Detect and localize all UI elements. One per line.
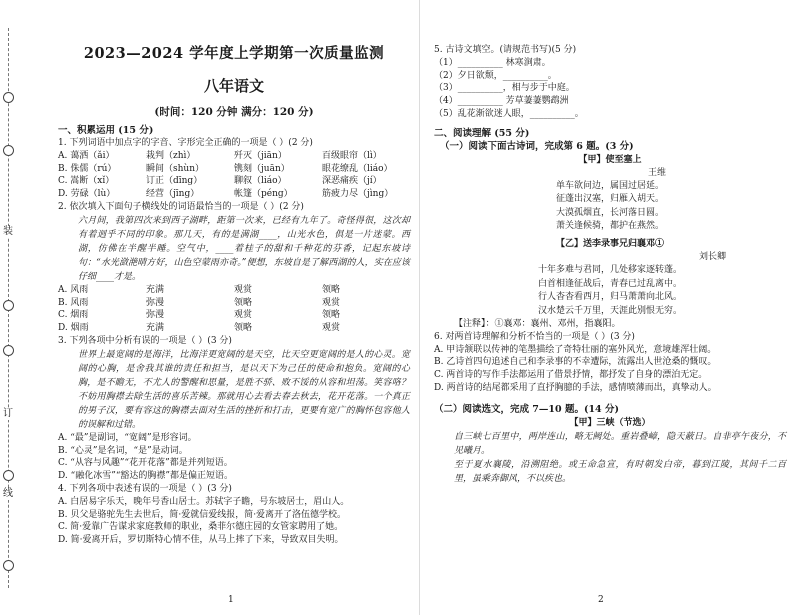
fill-blank-line: （4）__________ 芳草萋萋鹦鹉洲 <box>434 96 569 107</box>
option-row: A. 风雨 充满 观赏 领略 <box>58 284 341 295</box>
option-row: D. 烟雨 充满 领略 观赏 <box>58 323 341 334</box>
option: D. 两首诗的结尾都采用了直抒胸臆的手法，感情喷薄而出，真挚动人。 <box>434 383 717 394</box>
option-row: D. 劳碌（lù） 经营（jīng） 帐篷（péng） 筋疲力尽（jìng） <box>58 189 394 200</box>
binding-hole <box>3 92 14 103</box>
option: C. “从容与风趣”“花开花落”都是并列短语。 <box>58 458 233 469</box>
binding-hole <box>3 345 14 356</box>
poem-line: 汉水楚云千万里，天涯此别恨无穷。 <box>537 305 682 316</box>
poem-line: 萧关逢候骑，都护在燕然。 <box>555 221 664 231</box>
fill-blank-line: （5）乱花渐欲迷人眼，__________。 <box>434 108 584 119</box>
binding-hole <box>3 470 14 481</box>
question-stem: 3. 下列各项中分析有误的一项是（ ）(3 分) <box>58 335 232 346</box>
binding-margin <box>0 0 40 615</box>
page-number: 2 <box>598 595 604 605</box>
subsection-heading: （一）阅读下面古诗词，完成第 6 题。(3 分) <box>440 140 634 152</box>
reading-passage: 六月间，我第四次来到西子湖畔，距第一次来，已经有九年了。奇怪得很，这次却有着迥乎不同的印象。那几天，有的是满湖____，山光水色，俱是一片迷蒙。西湖，仿佛在半醒半睡。空气中，____着桂子的甜和千种花的芬香，记起东坡诗句：“水光潋滟晴方好，山色空蒙雨亦奇。”便想，东坡自是了解西湖的人，实在应该仔细____才是。 <box>78 215 410 282</box>
fill-blank-line: （2）夕日欲颓，__________。 <box>434 70 557 81</box>
fill-blank-line: （3）__________，相与步于中庭。 <box>434 83 575 94</box>
option-row: C. 烟雨 弥漫 观赏 领略 <box>58 310 341 321</box>
binding-label: 装 <box>3 226 13 237</box>
exam-title: 2023—2024 学年度上学期第一次质量监测 <box>83 45 385 62</box>
left-content <box>58 42 410 547</box>
classical-text-paragraph: 自三峡七百里中，两岸连山，略无阙处。重岩叠嶂，隐天蔽日。自非亭午夜分，不见曦月。 <box>454 431 786 456</box>
binding-hole <box>3 300 14 311</box>
option: A. 甲诗颔联以传神的笔墨描绘了奇特壮丽的塞外风光，意境雄浑壮阔。 <box>434 344 717 355</box>
poem-line: 征蓬出汉塞，归雁入胡天。 <box>555 194 664 205</box>
poem-line: 行人杳杳看西月，归马萧萧向北风。 <box>537 292 682 303</box>
poem-author: 王维 <box>647 167 666 178</box>
poem-line: 单车欲问边，属国过居延。 <box>555 180 664 191</box>
option-row: B. 风雨 弥漫 领略 观赏 <box>58 297 341 308</box>
poem-line: 白首相逢征战后，青春已过乱离中。 <box>537 278 682 289</box>
option: A. 白居易字乐天，晚年号香山居士。苏轼字子瞻，号东坡居士，眉山人。 <box>58 496 350 507</box>
option: C. 两首诗的写作手法都运用了借景抒情，都抒发了自身的漂泊无定。 <box>434 370 708 381</box>
poem-title: 【甲】使至塞上 <box>578 154 642 165</box>
text-title: 【甲】三峡（节选） <box>569 417 651 428</box>
fill-blank-line: （1）__________ 林寒涧肃。 <box>434 57 551 68</box>
option: D. “融化冰雪”“豁达的胸襟”都是偏正短语。 <box>58 471 234 482</box>
question-stem: 1. 下列词语中加点字的字音、字形完全正确的一项是（ ）(2 分) <box>58 138 313 148</box>
option: B. “心灵”是名词，“是”是动词。 <box>58 445 188 456</box>
grade-title: 八年语文 <box>203 77 264 95</box>
question-stem: 2. 依次填入下面句子横线处的词语最恰当的一项是（ ）(2 分) <box>58 201 304 212</box>
question-stem: 6. 对两首诗理解和分析不恰当的一项是（ ）(3 分) <box>434 331 635 342</box>
option-row: C. 嵩断（xǐ） 订正（dīng） 聊叙（liáo） 深恶痛疾（jí） <box>58 176 382 187</box>
subsection-heading: （二）阅读选文，完成 7—10 题。(14 分) <box>434 403 619 415</box>
option-row: B. 侏儒（rú） 瞬间（shùn） 镌刻（juān） 眼花缭乱（liáo） <box>58 163 393 174</box>
option-row: A. 蔼洒（ǎi） 栽判（zhì） 歼灭（jiān） 百级眼帘（lì） <box>58 150 382 161</box>
poem-title: 【乙】送李录事兄归襄邓① <box>555 239 664 250</box>
poem-author: 刘长卿 <box>698 252 726 263</box>
page-number: 1 <box>228 595 234 605</box>
reading-passage: 世界上最宽阔的是海洋，比海洋更宽阔的是天空，比天空更宽阔的是人的心灵。宽阔的心胸，是舍我其谁的责任和担当，是以天下为己任的使命和抱负。宽阔的心胸，是不瞻无，不尤人的警醒和思量，是胜不骄、败不馁的从容和坦荡。笑容咯？不妨用胸襟去除生活的喜乐苦辣。那就用心去看去春去秋去，花开花落。一个真正的男子汉，要有容这的胸襟去面对生活的挫折和打击，更要有宽广的胸怀包容他人的误解和过错。 <box>78 349 410 430</box>
section-heading: 二、阅读理解 (55 分) <box>434 127 530 139</box>
poem-line: 大漠孤烟直，长河落日圆。 <box>555 207 664 218</box>
binding-hole <box>3 560 14 571</box>
exam-meta: (时间：120 分钟 满分：120 分) <box>154 106 314 118</box>
classical-text-paragraph: 至于夏水襄陵，沿溯阻绝。或王命急宣，有时朝发白帝，暮到江陵，其间千二百里，虽乘奔御风，不以疾也。 <box>454 459 786 484</box>
binding-label: 订 <box>3 408 13 419</box>
option: C. 简·爱靠广告谋求家庭教师的职业，桑菲尔德庄园的女管家聘用了她。 <box>58 522 344 533</box>
binding-hole <box>3 145 14 156</box>
right-content <box>434 44 786 486</box>
option: B. 贝父是骆驼先生去世后，简·爱就信爱线报，简·爱离开了洛伍德学校。 <box>58 509 347 520</box>
section-heading: 一、积累运用 (15 分) <box>58 125 154 136</box>
option: D. 简·爱离开后，罗切斯特心情不佳，从马上摔了下来，导致双目失明。 <box>58 535 344 546</box>
question-stem: 5. 古诗文填空。(请规范书写)(5 分) <box>434 45 577 55</box>
annotation-note: 【注释】：①襄邓：襄州、邓州，指襄阳。 <box>454 319 621 330</box>
option: A. “最”是副词，“宽阔”是形容词。 <box>58 432 197 443</box>
right-page <box>420 0 794 615</box>
binding-label: 线 <box>3 488 13 499</box>
question-stem: 4. 下列各项中表述有误的一项是（ ）(3 分) <box>58 483 232 494</box>
option: B. 乙诗首四句追述自己和李录事的不幸遭际，流露出人世沧桑的慨叹。 <box>434 357 717 368</box>
poem-line: 十年多难与君同，几处移家逐转蓬。 <box>537 265 682 276</box>
